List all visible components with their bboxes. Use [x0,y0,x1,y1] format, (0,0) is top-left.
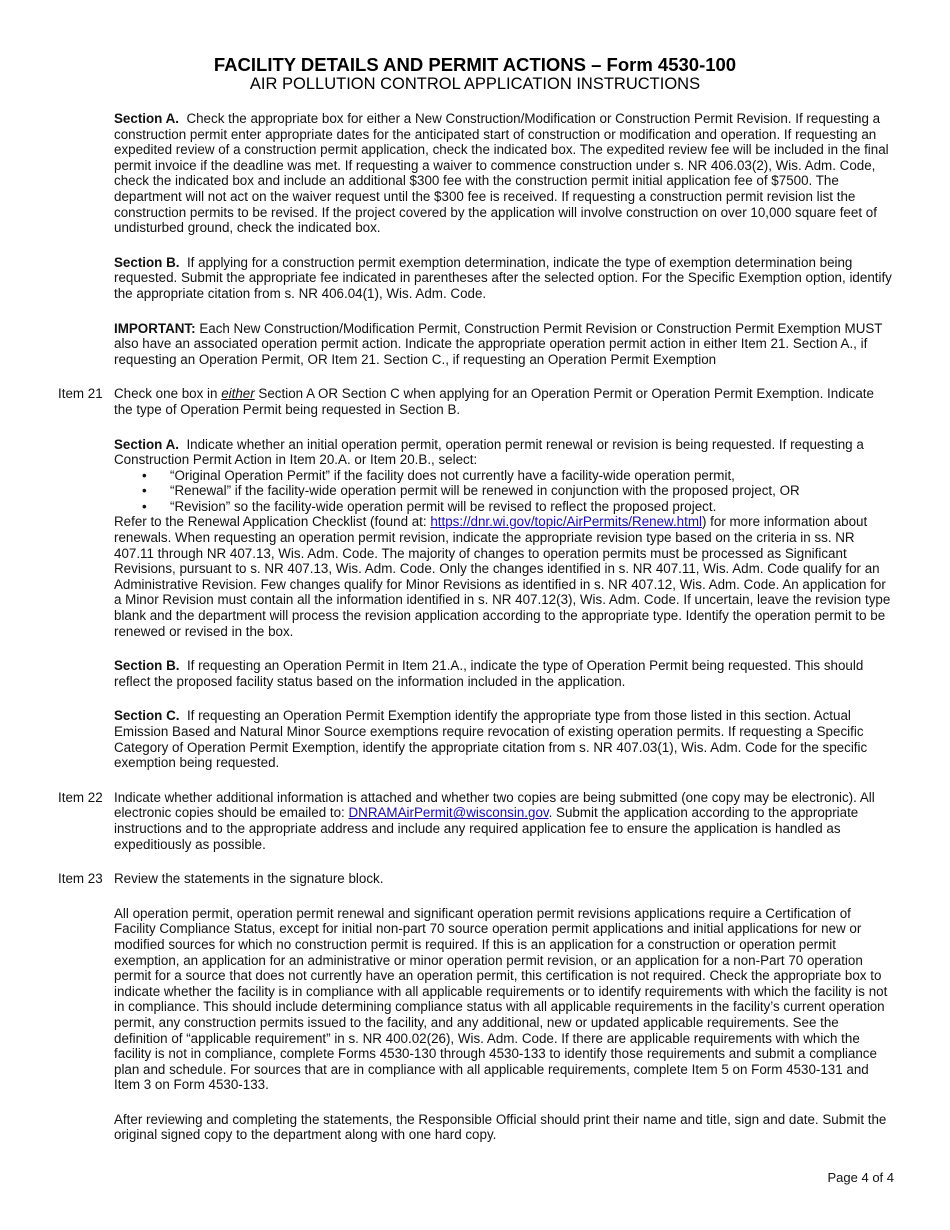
section-heading: Section A. [114,436,179,452]
section-text: If requesting an Operation Permit in Item 21.A., indicate the type of Operation Permit being requested. This should reflect the proposed facility status based on the information included in the application. [114,658,864,689]
item21-section-b [114,658,894,689]
paragraph: Check one box in either Section A OR Section C when applying for an Operation Permit or Operation Permit Exemption. Indicate the type of Operation Permit being requested in Section B. [114,386,874,417]
page-title: FACILITY DETAILS AND PERMIT ACTIONS – Form 4530-100 [213,54,737,75]
paragraph: After reviewing and completing the statements, the Responsible Official should print their name and title, sign and date. Submit the original signed copy to the department along with one hard copy. [114,1111,887,1143]
item-label: Item 22 [58,789,103,805]
important-note [114,321,894,368]
section-heading: Section B. [114,658,180,674]
section-text: Check the appropriate box for either a New Construction/Modification or Construction Permit Revision. If requesting a construction permit enter appropriate dates for the anticipated start of construction or modification and operation. If requesting an expedited review of a construction permit application, check the indicated box. The expedited review fee will be included in the final permit invoice if the deadline was met. If requesting a waiver to commence construction under s. NR 406.03(2), Wis. Adm. Code, check the indicated box and include an additional $300 fee with the construction permit initial application fee of $7500. The department will not act on the waiver request until the $300 fee is received. If requesting a construction permit revision list the construction permits to be revised. If the project covered by the application will involve construction on over 10,000 square feet of undisturbed ground, check the indicated box. [114,111,889,236]
section-heading: Section B. [114,254,180,270]
page-subtitle: AIR POLLUTION CONTROL APPLICATION INSTRUCTIONS [249,75,701,93]
section-text: Indicate whether an initial operation permit, operation permit renewal or revision is being requested. If requesting a Construction Permit Action in Item 20.A. or Item 20.B., select: [114,436,864,468]
section-heading: Section A. [114,111,179,126]
paragraph [114,255,894,302]
section-text: If requesting an Operation Permit Exemption identify the appropriate type from those listed in this section. Actual Emission Based and Natural Minor Source exemptions require revocation of existing operation permits. If requesting a Specific Category of Operation Permit Exemption, identify the appropriate citation from s. NR 407.03(1), Wis. Adm. Code for the specific exemption being requested. [114,708,868,771]
paragraph: Review the statements in the signature block. [114,871,384,887]
item-21 [58,386,894,770]
paragraph: Refer to the Renewal Application Checklist (found at: https://dnr.wi.gov/topic/AirPermits/Renew.html) for more information about renewals. When requesting an operation permit revision, indicate the appropriate revision type based on the criteria in ss. NR 407.11 through NR 407.13, Wis. Adm. Code. The majority of changes to operation permits must be processed as Significant Revisions, pursuant to s. NR 407.13, Wis. Adm. Code. Only the changes identified in s. NR 407.11, Wis. Adm. Code qualify for an Administrative Revision. Few changes qualify for Minor Revisions as identified in s. NR 407.12, Wis. Adm. Code. An application for a Minor Revision must contain all the information identified in s. NR 407.12(3), Wis. Adm. Code. If uncertain, leave the revision type blank and the department will process the revision application according to the appropriate type. Identify the operation permit to be renewed or revised in the box. [114,514,891,639]
section-heading: Section C. [114,708,180,724]
page-header [0,0,950,94]
emphasis: either [221,386,255,402]
item-23 [58,871,894,1143]
item21-section-a [114,437,894,468]
renew-checklist-link[interactable]: https://dnr.wi.gov/topic/AirPermits/Renew.html [430,514,702,530]
list-item: • “Original Operation Permit” if the facility does not currently have a facility-wide operation permit, [142,468,894,484]
important-heading: IMPORTANT: [114,320,196,336]
paragraph: All operation permit, operation permit renewal and significant operation permit revisions applications require a Certification of Facility Compliance Status, except for initial non-part 70 source operation permit applications and initial applications for new or modified sources for which no construction permit is required. If this is an application for a construction or operation permit exemption, an application for an administrative or minor operation permit revision, or an application for a non-Part 70 operation permit for a source that does not currently have an operation permit, this certification is not required. Check the appropriate box to indicate whether the facility is in compliance with all applicable requirements or to identify requirements with which the facility is not in compliance. This should include determining compliance status with all applicable requirements in the facility’s current operation permit, any construction permits issued to the facility, and any additional, new or updated applicable requirements. See the definition of “applicable requirement” in s. NR 400.02(26), Wis. Adm. Code. If there are applicable requirements with which the facility is not in compliance, complete Forms 4530-130 through 4530-133 to identify those requirements and submit a compliance plan and schedule. For sources that are in compliance with all applicable requirements, complete Item 5 on Form 4530-131 and Item 3 on Form 4530-133. [114,905,888,1093]
item21-section-c [114,708,894,770]
item-label: Item 23 [58,871,103,887]
bullet-list [142,468,894,515]
item-label: Item 21 [58,386,103,402]
section-text: If applying for a construction permit exemption determination, indicate the type of exemption determination being requested. Submit the appropriate fee indicated in parentheses after the selected option. For the Specific Exemption option, identify the appropriate citation from s. NR 406.04(1), Wis. Adm. Code. [114,254,892,301]
email-link[interactable]: DNRAMAirPermit@wisconsin.gov [348,805,549,821]
item-22 [58,790,894,852]
item20-section-b [114,255,894,302]
important-text: Each New Construction/Modification Permit, Construction Permit Revision or Construction Permit Exemption MUST also have an associated operation permit action. Indicate the appropriate operation permit action in either Item 21. Section A., if requesting an Operation Permit, OR Item 21. Section C., if requesting an Operation Permit Exemption [114,320,883,367]
list-item: • “Revision” so the facility-wide operation permit will be revised to reflect the proposed project. [142,499,894,515]
paragraph: Indicate whether additional information is attached and whether two copies are being submitted (one copy may be electronic). All electronic copies should be emailed to: DNRAMAirPermit@wisconsin.gov. Submit the application according to the appropriate instructions and to the appropriate address and include any required application fee to ensure the application is handled as expeditiously as possible. [114,789,875,852]
list-item: • “Renewal” if the facility-wide operation permit will be renewed in conjunction with the proposed project, OR [142,483,894,499]
page-number: Page 4 of 4 [827,1170,894,1185]
instructions-body [58,111,894,1143]
paragraph [114,321,894,368]
item20-section-a [114,111,894,236]
paragraph [114,111,894,236]
